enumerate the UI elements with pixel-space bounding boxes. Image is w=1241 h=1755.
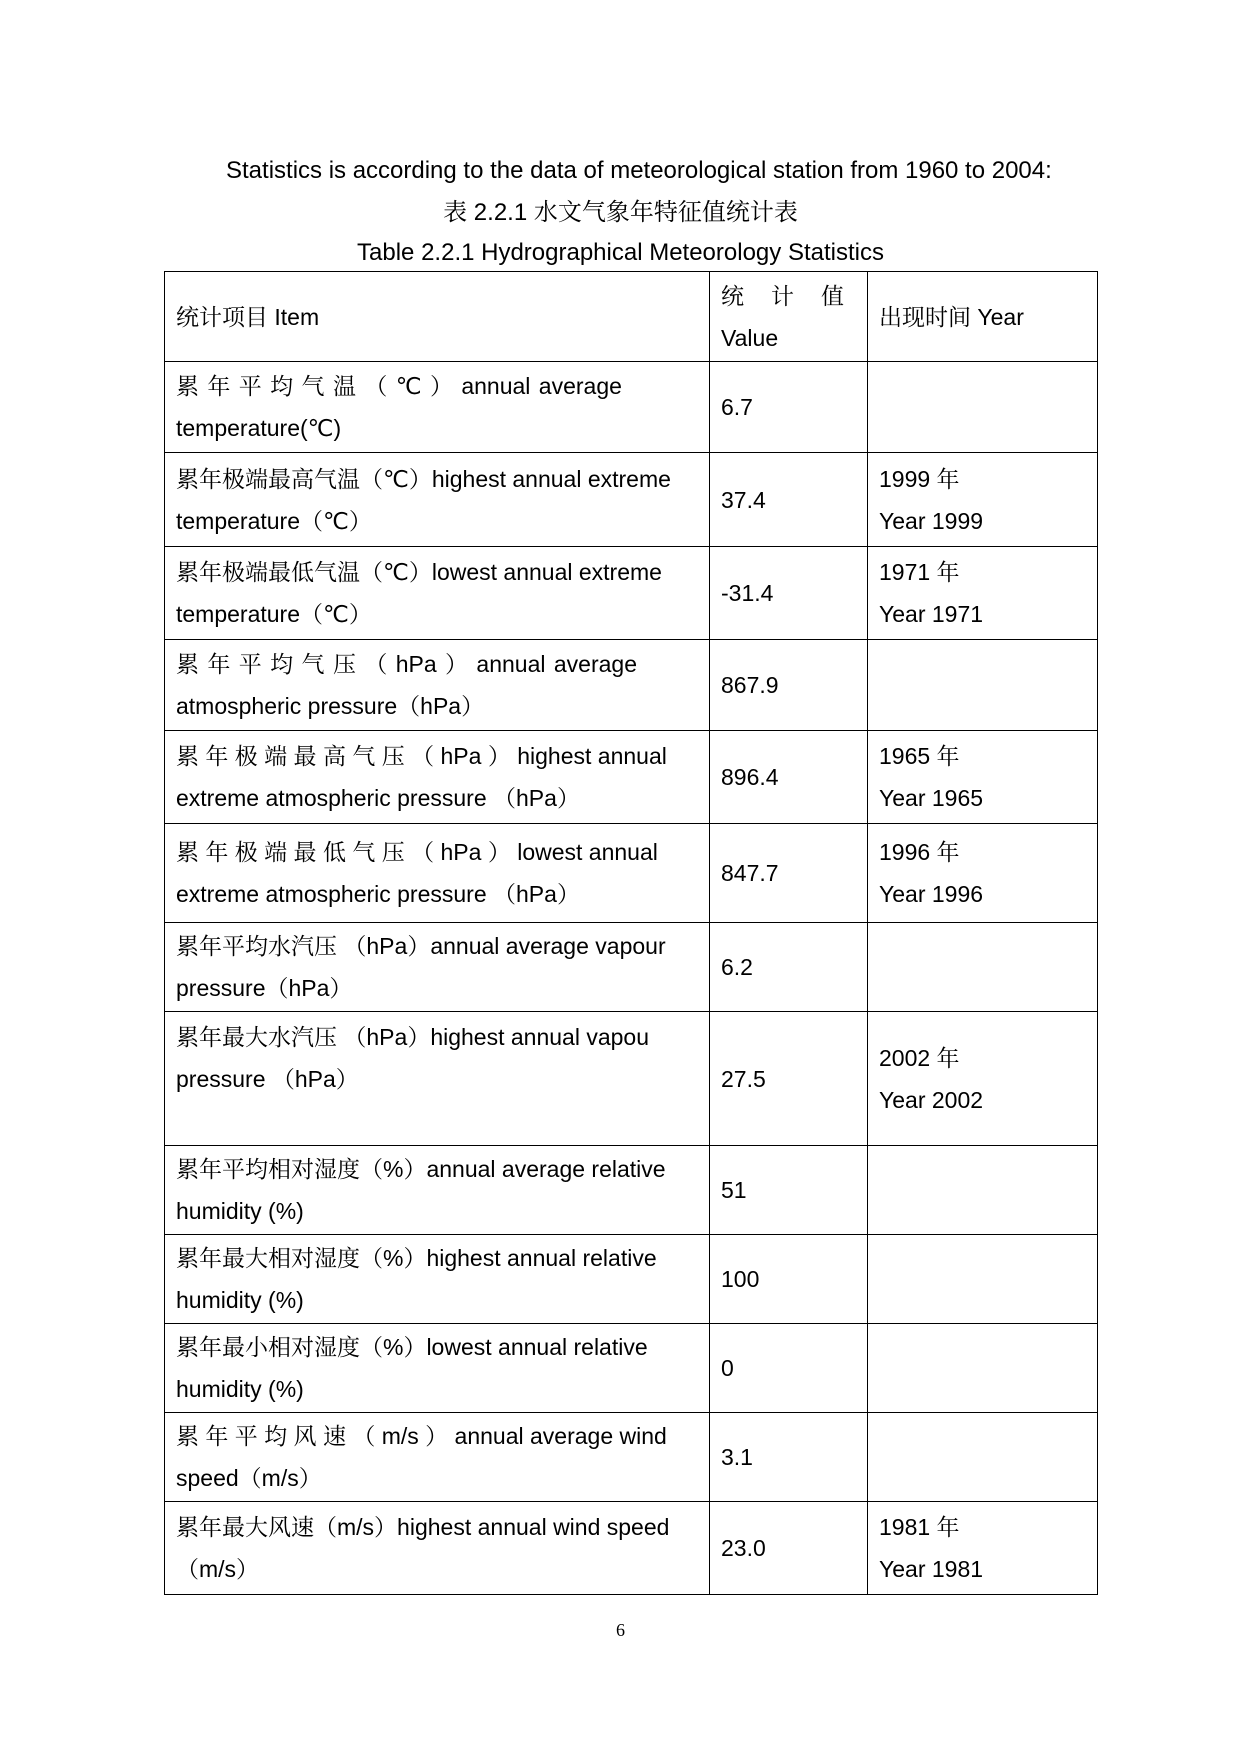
row-item [165, 824, 710, 923]
row-year-line-2: Year 1999 [879, 507, 984, 534]
row-item-line-1: 累年极端最低气温（℃）lowest annual extreme [176, 559, 662, 585]
table-row [165, 824, 1098, 923]
table-header-row [165, 272, 1098, 362]
row-item [165, 453, 710, 547]
row-item-line-2: humidity (%) [176, 1198, 304, 1224]
statistics-table [164, 271, 1098, 1595]
row-item [165, 1235, 710, 1324]
header-value-en: Value [721, 324, 779, 351]
row-year [868, 1235, 1098, 1324]
row-item-line-2: pressure（hPa） [176, 975, 353, 1001]
table-row [165, 1502, 1098, 1595]
row-value: 100 [710, 1235, 868, 1324]
row-year [868, 453, 1098, 547]
row-year [868, 824, 1098, 923]
row-year [868, 1502, 1098, 1595]
row-year [868, 362, 1098, 453]
row-item [165, 1502, 710, 1595]
row-item [165, 731, 710, 824]
row-item-line-1: 累 年 极 端 最 低 气 压 （ hPa ） lowest annual [176, 839, 658, 865]
row-item-line-1: 累年极端最高气温（℃）highest annual extreme [176, 465, 671, 492]
row-item-line-2: temperature（℃） [176, 601, 372, 627]
row-item-line-1: 累 年 平 均 气 温 （ ℃ ） annual average [176, 373, 622, 399]
row-item-line-2: pressure （hPa） [176, 1066, 359, 1092]
table-row [165, 1324, 1098, 1413]
row-year-line-1: 2002 年 [879, 1044, 960, 1071]
row-item [165, 362, 710, 453]
row-year-line-2: Year 1965 [879, 785, 984, 811]
row-value: 896.4 [710, 731, 868, 824]
header-item: 统计项目 Item [165, 272, 710, 362]
row-year-line-2: Year 1981 [879, 1556, 984, 1582]
table-caption-chinese: 表 2.2.1 水文气象年特征值统计表 [443, 199, 798, 226]
header-value [710, 272, 868, 362]
row-item-line-1: 累年平均相对湿度（%）annual average relative [176, 1156, 666, 1182]
row-item-line-1: 累年平均水汽压 （hPa）annual average vapour [176, 933, 666, 959]
table-row [165, 547, 1098, 640]
table-row [165, 1235, 1098, 1324]
row-year [868, 547, 1098, 640]
row-item-line-2: extreme atmospheric pressure （hPa） [176, 785, 580, 811]
table-row [165, 923, 1098, 1012]
row-value: 27.5 [710, 1012, 868, 1146]
row-year-line-1: 1981 年 [879, 1514, 960, 1540]
row-year [868, 731, 1098, 824]
row-item-line-1: 累 年 极 端 最 高 气 压 （ hPa ） highest annual [176, 743, 667, 769]
row-year-line-2: Year 1996 [879, 881, 984, 907]
row-value: 0 [710, 1324, 868, 1413]
intro-text: Statistics is according to the data of meteorological station from 1960 to 2004: [226, 157, 1052, 184]
row-item-line-2: humidity (%) [176, 1287, 304, 1313]
row-item [165, 1324, 710, 1413]
row-value: 6.7 [710, 362, 868, 453]
row-value: 23.0 [710, 1502, 868, 1595]
row-item [165, 1146, 710, 1235]
row-item [165, 1413, 710, 1502]
row-item-line-2: temperature(℃) [176, 415, 342, 441]
row-item-line-2: temperature（℃） [176, 507, 372, 534]
row-item-line-1: 累年最大水汽压 （hPa）highest annual vapou [176, 1024, 649, 1050]
row-item-line-1: 累 年 平 均 风 速 （ m/s ） annual average wind [176, 1423, 667, 1449]
row-item-line-2: atmospheric pressure（hPa） [176, 693, 485, 719]
table-row [165, 362, 1098, 453]
table-row [165, 453, 1098, 547]
row-item-line-2: speed（m/s） [176, 1465, 322, 1491]
row-item-line-1: 累 年 平 均 气 压 （ hPa ） annual average [176, 651, 638, 677]
row-year-line-1: 1965 年 [879, 743, 960, 769]
row-value: 51 [710, 1146, 868, 1235]
row-year [868, 1146, 1098, 1235]
header-value-cn: 统 计 值 [721, 282, 846, 309]
row-value: -31.4 [710, 547, 868, 640]
row-item [165, 547, 710, 640]
row-item-line-2: （m/s） [176, 1556, 260, 1582]
row-year-line-2: Year 1971 [879, 601, 984, 627]
row-value: 847.7 [710, 824, 868, 923]
table-row [165, 1012, 1098, 1146]
header-year: 出现时间 Year [868, 272, 1098, 362]
row-value: 3.1 [710, 1413, 868, 1502]
row-year-line-1: 1996 年 [879, 839, 960, 865]
row-item [165, 640, 710, 731]
row-year [868, 1012, 1098, 1146]
row-item-line-1: 累年最小相对湿度（%）lowest annual relative [176, 1334, 648, 1360]
row-value: 867.9 [710, 640, 868, 731]
row-year [868, 1413, 1098, 1502]
row-item-line-2: humidity (%) [176, 1376, 304, 1402]
row-item [165, 923, 710, 1012]
row-item-line-2: extreme atmospheric pressure （hPa） [176, 881, 580, 907]
row-year-line-2: Year 2002 [879, 1086, 984, 1113]
page-number: 6 [616, 1620, 625, 1640]
table-row [165, 731, 1098, 824]
table-row [165, 1146, 1098, 1235]
row-year [868, 1324, 1098, 1413]
table-row [165, 640, 1098, 731]
row-item-line-1: 累年最大相对湿度（%）highest annual relative [176, 1245, 657, 1271]
row-year-line-1: 1971 年 [879, 559, 960, 585]
row-year [868, 640, 1098, 731]
row-year [868, 923, 1098, 1012]
table-caption-english: Table 2.2.1 Hydrographical Meteorology Statistics [357, 239, 884, 266]
table-row [165, 1413, 1098, 1502]
row-item [165, 1012, 710, 1146]
row-item-line-1: 累年最大风速（m/s）highest annual wind speed [176, 1514, 670, 1540]
row-value: 37.4 [710, 453, 868, 547]
row-year-line-1: 1999 年 [879, 465, 960, 492]
row-value: 6.2 [710, 923, 868, 1012]
